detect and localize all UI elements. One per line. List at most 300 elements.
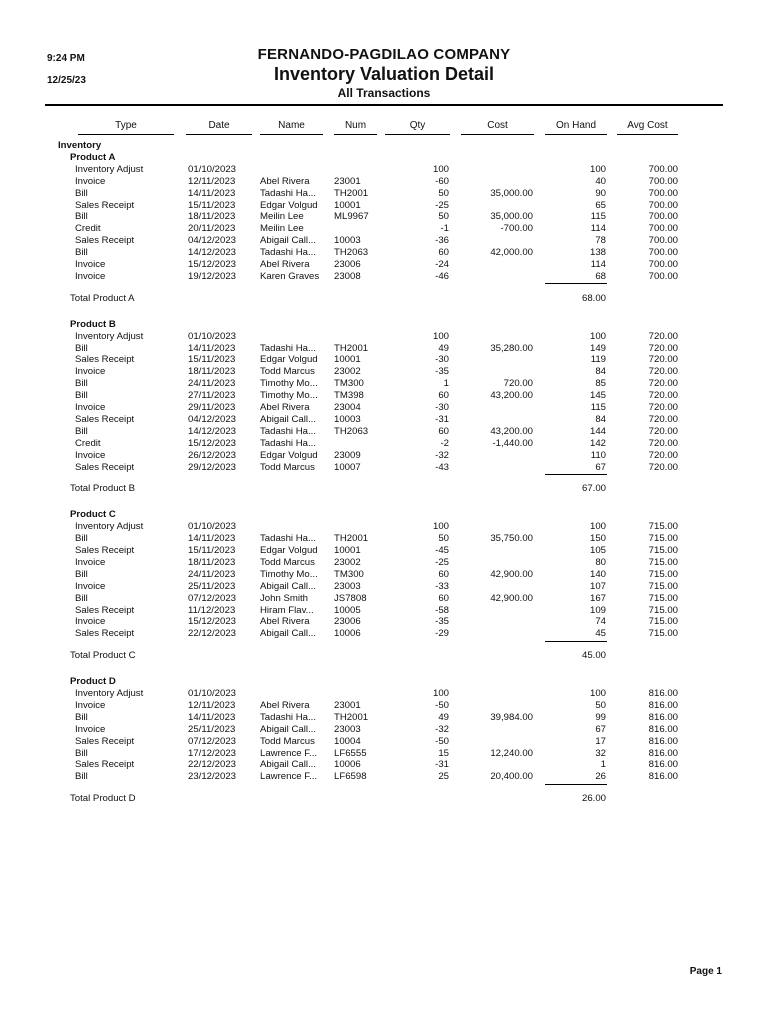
cell-avg: 720.00 [648,366,678,378]
cell-cost: 35,280.00 [490,342,533,354]
cell-avg: 816.00 [648,688,678,699]
cell-name: Edgar Volgud [260,199,318,211]
cell-num: 23009 [334,449,361,461]
table-row [0,164,768,176]
cell-date: 14/11/2023 [188,187,236,199]
cell-num: TM398 [334,390,364,402]
cell-onhand: 1 [600,759,606,771]
cell-num: 23006 [334,259,361,270]
table-row [0,188,768,200]
cell-name: Edgar Volgud [260,354,318,366]
cell-date: 19/12/2023 [188,270,237,282]
cell-date: 07/12/2023 [188,735,237,747]
total-label: Total Product C [70,650,136,662]
cell-num: 10001 [334,354,361,366]
cell-num: LF6555 [334,747,367,759]
cell-qty: -35 [435,616,449,628]
cell-type: Inventory Adjust [75,521,144,533]
cell-name: Abel Rivera [260,699,310,711]
cell-type: Bill [75,771,88,783]
cell-num: 10007 [334,461,361,473]
column-header-type: Type [78,120,174,131]
cell-avg: 816.00 [648,699,678,711]
cell-date: 01/10/2023 [188,688,237,699]
cell-onhand: 110 [590,449,606,461]
cell-cost: 12,240.00 [490,747,533,759]
cell-name: Abigail Call... [260,723,316,735]
cell-type: Invoice [75,449,106,461]
cell-avg: 715.00 [648,616,678,628]
cell-avg: 720.00 [648,449,678,461]
cell-num: 23004 [334,402,361,413]
report-title: Inventory Valuation Detail [273,64,495,84]
cell-num: 23003 [334,723,361,735]
cell-avg: 720.00 [648,425,678,437]
cell-num: TH2063 [334,247,369,259]
cell-date: 20/11/2023 [188,223,236,235]
table-row [0,605,768,617]
cell-type: Sales Receipt [75,461,135,473]
cell-num: 10004 [334,735,361,747]
cell-avg: 816.00 [648,771,678,783]
cell-onhand: 114 [590,259,606,270]
cell-num: 10005 [334,604,361,616]
cell-date: 29/11/2023 [188,402,236,413]
cell-cost: -1,440.00 [492,437,533,449]
cell-onhand: 114 [590,223,606,235]
table-row [0,771,768,783]
table-row [0,557,768,569]
cell-avg: 715.00 [648,592,678,604]
cell-onhand: 40 [595,175,606,187]
cell-cost: 42,900.00 [490,592,533,604]
cell-date: 14/12/2023 [188,425,237,437]
cell-onhand: 50 [595,699,606,711]
cell-qty: 49 [438,711,449,723]
cell-date: 29/12/2023 [188,461,237,473]
cell-type: Inventory Adjust [75,163,144,175]
cell-avg: 700.00 [648,199,678,211]
cell-qty: 15 [438,747,449,759]
cell-onhand: 84 [595,413,606,425]
cell-qty: 60 [438,592,449,604]
cell-cost: 42,000.00 [490,247,533,259]
cell-qty: -25 [435,556,449,568]
table-row [0,521,768,533]
cell-name: Tadashi Ha... [260,425,316,437]
cell-qty: -1 [440,223,449,235]
cell-avg: 816.00 [648,747,678,759]
product-name: Product A [70,151,116,163]
cell-date: 14/11/2023 [188,533,236,545]
total-on-hand: 67.00 [581,483,606,495]
cell-onhand: 144 [589,425,606,437]
cell-avg: 715.00 [648,556,678,568]
cell-onhand: 167 [589,592,606,604]
table-row [0,759,768,771]
cell-qty: -32 [435,449,449,461]
cell-avg: 720.00 [648,390,678,402]
cell-qty: -43 [435,461,449,473]
cell-qty: 50 [438,187,449,199]
cell-onhand: 145 [589,390,606,402]
subtotal-rule [545,474,607,475]
total-label: Total Product D [70,793,136,805]
cell-date: 24/11/2023 [188,378,236,390]
cell-type: Inventory Adjust [75,688,144,699]
total-on-hand: 26.00 [581,793,606,805]
cell-name: Tadashi Ha... [260,187,316,199]
total-label: Total Product B [70,483,136,495]
cell-avg: 720.00 [648,413,678,425]
cell-qty: 100 [432,330,449,342]
cell-name: Abigail Call... [260,580,316,592]
cell-qty: 60 [438,390,449,402]
cell-date: 15/12/2023 [188,259,237,270]
cell-type: Sales Receipt [75,545,135,556]
cell-avg: 720.00 [648,402,678,413]
cell-date: 15/11/2023 [188,545,236,556]
cell-date: 01/10/2023 [188,330,237,342]
product-header-row [0,152,768,164]
cell-onhand: 115 [590,211,606,223]
cell-onhand: 100 [589,163,606,175]
table-row [0,343,768,355]
cell-date: 25/11/2023 [188,580,236,592]
cell-name: Abigail Call... [260,759,316,771]
cell-date: 24/11/2023 [188,568,236,580]
cell-qty: -45 [435,545,449,556]
cell-avg: 715.00 [648,628,678,640]
cell-avg: 816.00 [648,759,678,771]
cell-qty: 60 [438,425,449,437]
total-label: Total Product A [70,292,135,304]
cell-type: Invoice [75,270,106,282]
cell-cost: 43,200.00 [490,390,533,402]
product-header-row [0,319,768,331]
cell-num: ML9967 [334,211,369,223]
cell-num: TH2001 [334,533,369,545]
cell-name: Todd Marcus [260,366,315,378]
cell-onhand: 65 [595,199,606,211]
cell-qty: -36 [435,235,449,247]
cell-qty: -2 [440,437,449,449]
table-row [0,438,768,450]
cell-type: Sales Receipt [75,199,135,211]
cell-num: TH2001 [334,342,369,354]
cell-type: Inventory Adjust [75,330,144,342]
cell-date: 14/11/2023 [188,342,236,354]
cell-date: 15/12/2023 [188,616,237,628]
product-header-row [0,509,768,521]
cell-onhand: 84 [595,366,606,378]
cell-type: Invoice [75,556,106,568]
table-row [0,235,768,247]
cell-type: Sales Receipt [75,628,135,640]
column-header-cost: Cost [461,120,534,131]
cell-qty: -30 [435,354,449,366]
cell-type: Invoice [75,580,106,592]
table-row [0,414,768,426]
cell-onhand: 107 [589,580,606,592]
section-label: Inventory [58,140,102,151]
cell-name: Abel Rivera [260,175,310,187]
cell-avg: 720.00 [648,437,678,449]
cell-num: 10003 [334,235,361,247]
cell-num: TM300 [334,568,364,580]
cell-type: Bill [75,342,88,354]
cell-num: TH2001 [334,711,369,723]
column-header-on-hand: On Hand [545,120,607,131]
cell-name: Abel Rivera [260,616,310,628]
product-name: Product B [70,318,116,330]
cell-name: Abel Rivera [260,402,310,413]
cell-name: Tadashi Ha... [260,437,316,449]
cell-onhand: 17 [595,735,606,747]
cell-date: 07/12/2023 [188,592,237,604]
cell-avg: 700.00 [648,235,678,247]
cell-type: Invoice [75,175,106,187]
subtotal-rule [545,283,607,284]
cell-type: Invoice [75,616,106,628]
table-row [0,581,768,593]
table-row [0,736,768,748]
cell-num: 10006 [334,628,361,640]
cell-onhand: 67 [595,723,606,735]
cell-type: Invoice [75,366,106,378]
cell-date: 23/12/2023 [188,771,237,783]
cell-date: 14/11/2023 [188,711,236,723]
cell-avg: 720.00 [648,330,678,342]
cell-type: Invoice [75,402,106,413]
total-row [0,650,768,662]
table-row [0,390,768,402]
cell-num: 23003 [334,580,361,592]
cell-type: Invoice [75,699,106,711]
cell-qty: -29 [435,628,449,640]
cell-qty: -32 [435,723,449,735]
table-row [0,200,768,212]
cell-qty: -25 [435,199,449,211]
cell-onhand: 74 [595,616,606,628]
table-row [0,569,768,581]
cell-avg: 715.00 [648,568,678,580]
cell-date: 22/12/2023 [188,628,237,640]
cell-qty: -60 [435,175,449,187]
column-header-name: Name [260,120,323,131]
cell-avg: 715.00 [648,580,678,592]
cell-type: Bill [75,711,88,723]
table-row [0,271,768,283]
cell-qty: 60 [438,568,449,580]
cell-onhand: 115 [590,402,606,413]
cell-name: Todd Marcus [260,556,315,568]
cell-onhand: 142 [589,437,606,449]
cell-qty: 100 [432,521,449,533]
cell-type: Bill [75,247,88,259]
cell-cost: 720.00 [503,378,533,390]
table-row [0,331,768,343]
cell-num: LF6598 [334,771,367,783]
cell-type: Sales Receipt [75,604,135,616]
cell-avg: 700.00 [648,163,678,175]
table-row [0,378,768,390]
cell-name: Edgar Volgud [260,545,318,556]
cell-type: Bill [75,747,88,759]
column-header-avg-cost: Avg Cost [617,120,678,131]
column-header-num: Num [334,120,377,131]
cell-date: 27/11/2023 [188,390,236,402]
cell-date: 17/12/2023 [188,747,237,759]
cell-name: Timothy Mo... [260,378,318,390]
cell-type: Bill [75,378,88,390]
table-row [0,712,768,724]
cell-type: Sales Receipt [75,354,135,366]
cell-avg: 700.00 [648,270,678,282]
cell-onhand: 140 [589,568,606,580]
cell-avg: 720.00 [648,354,678,366]
cell-date: 18/11/2023 [188,366,236,378]
cell-cost: 35,000.00 [490,211,533,223]
cell-qty: -31 [435,413,449,425]
cell-qty: 49 [438,342,449,354]
cell-avg: 700.00 [648,211,678,223]
table-row [0,426,768,438]
cell-date: 14/12/2023 [188,247,237,259]
total-row [0,793,768,805]
cell-cost: 42,900.00 [490,568,533,580]
cell-qty: 100 [432,688,449,699]
cell-cost: 35,750.00 [490,533,533,545]
cell-name: Abel Rivera [260,259,310,270]
table-row [0,259,768,271]
total-row [0,483,768,495]
cell-num: TH2063 [334,425,369,437]
table-row [0,462,768,474]
cell-date: 12/11/2023 [188,699,236,711]
product-name: Product D [70,676,116,688]
cell-type: Bill [75,390,88,402]
cell-onhand: 80 [595,556,606,568]
cell-qty: -24 [435,259,449,270]
report-subtitle: All Transactions [337,86,431,100]
cell-name: Meilin Lee [260,211,304,223]
column-header-qty: Qty [385,120,450,131]
table-row [0,223,768,235]
cell-name: Todd Marcus [260,735,315,747]
cell-onhand: 119 [590,354,606,366]
table-row [0,366,768,378]
cell-name: Todd Marcus [260,461,315,473]
cell-cost: 20,400.00 [490,771,533,783]
cell-onhand: 45 [595,628,606,640]
cell-avg: 816.00 [648,723,678,735]
cell-onhand: 90 [595,187,606,199]
cell-date: 18/11/2023 [188,211,236,223]
column-header-date: Date [186,120,252,131]
cell-type: Sales Receipt [75,235,135,247]
cell-type: Bill [75,568,88,580]
cell-cost: 43,200.00 [490,425,533,437]
cell-qty: 100 [432,163,449,175]
cell-date: 15/11/2023 [188,199,236,211]
table-row [0,724,768,736]
cell-qty: -50 [435,735,449,747]
cell-date: 11/12/2023 [188,604,236,616]
cell-onhand: 78 [595,235,606,247]
table-row [0,211,768,223]
report-date: 12/25/23 [47,75,86,86]
cell-name: Meilin Lee [260,223,304,235]
table-row [0,628,768,640]
cell-name: Edgar Volgud [260,449,318,461]
cell-num: 10001 [334,545,361,556]
cell-type: Bill [75,211,88,223]
cell-qty: 60 [438,247,449,259]
cell-date: 15/11/2023 [188,354,236,366]
cell-onhand: 109 [589,604,606,616]
cell-avg: 715.00 [648,604,678,616]
cell-name: Lawrence F... [260,747,318,759]
cell-date: 01/10/2023 [188,521,237,533]
cell-date: 04/12/2023 [188,235,237,247]
cell-type: Bill [75,533,88,545]
cell-num: 10003 [334,413,361,425]
table-row [0,247,768,259]
cell-type: Credit [75,437,101,449]
table-row [0,450,768,462]
header-rule [45,104,723,106]
cell-avg: 720.00 [648,378,678,390]
cell-num: TH2001 [334,187,369,199]
subtotal-rule [545,641,607,642]
cell-onhand: 32 [595,747,606,759]
cell-num: 23002 [334,556,361,568]
cell-num: 23006 [334,616,361,628]
cell-avg: 700.00 [648,175,678,187]
cell-name: Timothy Mo... [260,568,318,580]
product-name: Product C [70,509,116,521]
cell-name: Tadashi Ha... [260,247,316,259]
cell-avg: 720.00 [648,461,678,473]
cell-qty: -31 [435,759,449,771]
cell-avg: 720.00 [648,342,678,354]
cell-cost: -700.00 [500,223,533,235]
cell-type: Invoice [75,723,106,735]
page-number: Page 1 [689,966,722,977]
cell-name: Tadashi Ha... [260,533,316,545]
cell-name: Abigail Call... [260,628,316,640]
cell-name: Abigail Call... [260,413,316,425]
cell-date: 22/12/2023 [188,759,237,771]
cell-qty: -58 [435,604,449,616]
cell-avg: 700.00 [648,223,678,235]
cell-onhand: 100 [589,521,606,533]
cell-num: 10001 [334,199,361,211]
cell-avg: 715.00 [648,521,678,533]
cell-num: 23002 [334,366,361,378]
cell-name: Lawrence F... [260,771,318,783]
cell-num: 23001 [334,699,361,711]
cell-date: 26/12/2023 [188,449,237,461]
cell-name: Timothy Mo... [260,390,318,402]
cell-type: Sales Receipt [75,735,135,747]
cell-onhand: 105 [589,545,606,556]
cell-qty: 50 [438,211,449,223]
cell-onhand: 138 [589,247,606,259]
table-row [0,748,768,760]
cell-cost: 35,000.00 [490,187,533,199]
